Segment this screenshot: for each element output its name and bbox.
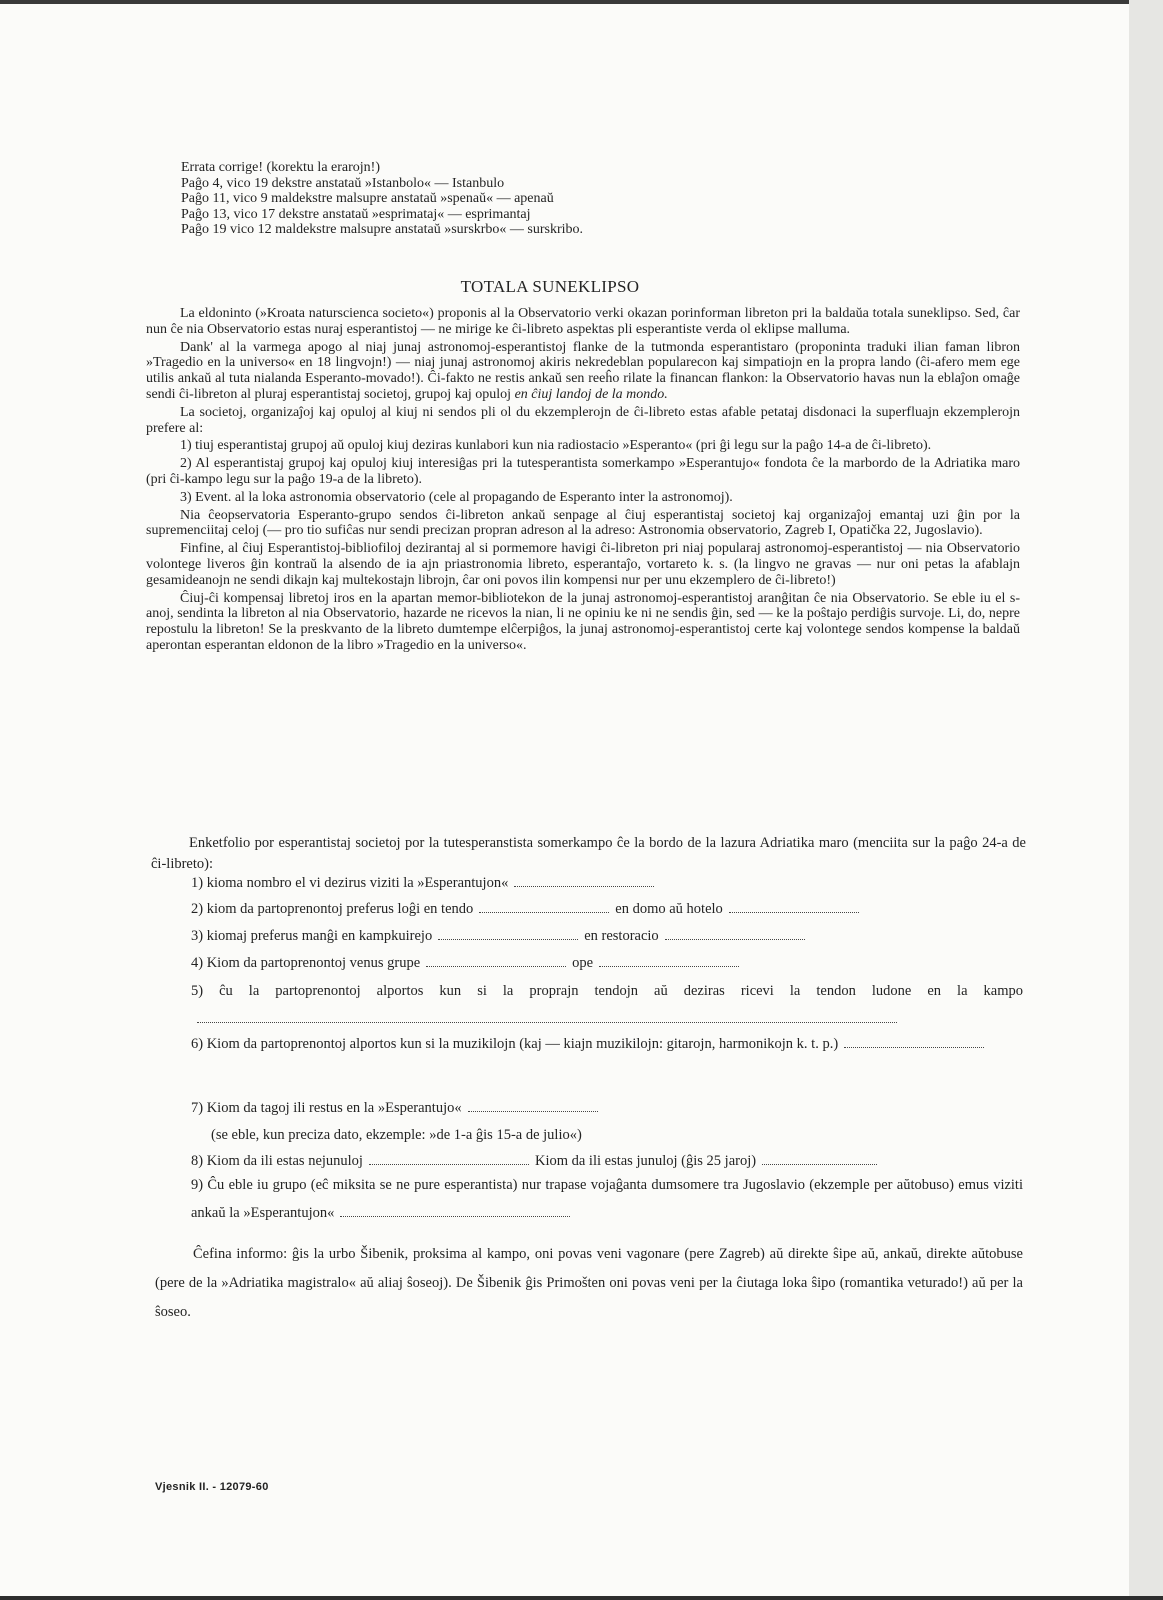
answer-line[interactable] [479, 911, 609, 913]
answer-line[interactable] [340, 1215, 570, 1217]
scan-top-edge [0, 0, 1163, 4]
question-label: 8) Kiom da ili estas nejunuloj [191, 1153, 363, 1169]
answer-line[interactable] [762, 1163, 877, 1165]
errata-line: Paĝo 11, vico 9 maldekstre malsupre anstataŭ »spenaŭ« — apenaŭ [181, 191, 554, 206]
question-8 [191, 1151, 883, 1171]
paragraph: Ĉiuj-ĉi kompensaj libretoj iros en la apartan memor-bibliotekon de la junaj astronomoj-esperantistoj aranĝitan ĉe nia Observatorio. Se eble iu el s-anoj, sendinta la libreton al nia Observatorio, hazarde ne ricevos la nian, li ne opiniu ke ni ne sendis ĝin, sed — ke la poŝtajo perdiĝis survoje. Li, do, nepre repostulu la libreton! Se la preskvanto de la libreto dumtempe elĉerpiĝos, la junaj astronomoj-esperantistoj certe kaj volontege sendos kompense la baldaŭ aperontan esperantan eldonon de la libro »Tragedio en la universo«. [146, 590, 1020, 653]
question-label: 1) kioma nombro el vi dezirus viziti la »Esperantujon« [191, 875, 509, 891]
errata-line: Paĝo 19 vico 12 maldekstre malsupre anstataŭ »surskrbo« — surskribo. [181, 222, 584, 237]
question-label: 7) Kiom da tagoj ili restus en la »Esperantujo« [191, 1100, 462, 1116]
question-9 [191, 1171, 1023, 1227]
question-label: 6) Kiom da partoprenontoj alportos kun si la muzikilojn (kaj — kiajn muzikilojn: gitarojn, harmonikojn k. t. p.) [191, 1036, 839, 1052]
question-label: en restoracio [584, 928, 659, 944]
question-4 [191, 953, 745, 973]
question-label: 9) Ĉu eble iu grupo (eĉ miksita se ne pure esperantista) nur trapase vojaĝanta dumsomere tra Jugoslavio (ekzemple per aŭtobuso) emus viziti ankaŭ la »Esperantujon« [191, 1177, 1023, 1221]
question-label: 4) Kiom da partoprenontoj venus grupe [191, 955, 421, 971]
answer-line[interactable] [438, 938, 578, 940]
question-2 [191, 899, 865, 919]
answer-line[interactable] [468, 1110, 598, 1112]
paragraph-text: Dank' al la varmega apogo al niaj junaj astronomoj-esperantistoj flanke de la tutmonda esperantistaro (proponinta traduki ilian faman libron »Tragedio en la universo« en 18 lingvojn!) — niaj junaj astronomoj akiris nekredeblan popularecon kaj simpatiojn en la propra lando (ĉi-afero mem ege utilis ankaŭ al tuta nialanda Esperanto-movado!). Ĉi-fakto ne restis ankaŭ sen reeĥo rilate la financan flankon: la Observatorio havas nun la eblaĵon omaĝe sendi ĉi-libreton al pluraj esperantistaj societoj, grupoj kaj opuloj [146, 339, 1020, 402]
scan-bottom-edge [0, 1596, 1163, 1600]
answer-line[interactable] [665, 938, 805, 940]
question-label: ope [572, 955, 594, 971]
question-6 [191, 1030, 1023, 1058]
paragraph: Nia ĉeopservatoria Esperanto-grupo sendos ĉi-libreton ankaŭ senpage al ĉiuj esperantistaj societoj kaj organizaĵoj emantaj uzi ĝin por la supremenciitaj celoj (— pro tio sufiĉas nur sendi precizan propran adreson al la adreso: Astronomia observatorio, Zagreb I, Opatička 22, Jugoslavio). [146, 507, 1020, 539]
question-5 [191, 977, 1023, 1033]
paragraph: La eldoninto (»Kroata naturscienca societo«) proponis al la Observatorio verki okazan porinforman libreton pri la baldaŭa totala suneklipso. Sed, ĉar nun ĉe nia Observatorio estas nuraj esperantistoj — ne mirige ke ĉi-libreto aspektas pli esperantiste verda ol eklipse malluma. [146, 306, 1020, 337]
survey-intro: Enketfolio por esperantistaj societoj por la tutesperanstista somerkampo ĉe la bordo de la lazura Adriatika maro (menciita sur la paĝo 24-a de ĉi-libreto): [151, 835, 1026, 872]
answer-line[interactable] [844, 1046, 984, 1048]
answer-line[interactable] [426, 965, 566, 967]
survey-form [151, 833, 1026, 1221]
printer-imprint: Vjesnik II. - 12079-60 [155, 1481, 269, 1493]
answer-line[interactable] [197, 1021, 897, 1023]
paragraph: Finfine, al ĉiuj Esperantistoj-bibliofiloj dezirantaj al si pormemore havigi ĉi-libreton pri niaj popularaj astronomoj-esperantistoj — nia Observatorio volontege liveros ĝin kontraŭ la alsendo de ia ajn priastronomia libreto, esperantaĵo, vortareto k. s. (la lingvo ne gravas — nur oni petas la afablajn gesamideanojn ne sendi dikajn kaj multekostajn librojn, ĉar oni povos ilin kompensi nur per unu ekzemplero de ĉi-libreto!) [146, 541, 1020, 588]
list-item: 2) Al esperantistaj grupoj kaj opuloj kiuj interesiĝas pri la tutesperantista somerkampo »Esperantujo« fondota ĉe la marbordo de la Adriatika maro (pri ĉi-kampo legu sur la paĝo 19-a de la libreto). [146, 456, 1020, 487]
question-label: Kiom da ili estas junuloj (ĝis 25 jaroj) [534, 1153, 757, 1169]
question-7-note: (se eble, kun preciza dato, ekzemple: »de 1-a ĝis 15-a de julio«) [211, 1127, 582, 1143]
paragraph [146, 340, 1020, 403]
errata-block [181, 160, 821, 238]
question-label: en domo aŭ hotelo [615, 901, 723, 917]
errata-line: Paĝo 4, vico 19 dekstre anstataŭ »Istanbolo« — Istanbulo [181, 175, 505, 191]
answer-line[interactable] [729, 911, 859, 913]
answer-line[interactable] [369, 1163, 529, 1165]
paragraph: La societoj, organizaĵoj kaj opuloj al kiuj ni sendos pli ol du ekzemplerojn de ĉi-libreto estas afable petataj disdonaci la superfluajn ekzemplerojn prefere al: [146, 404, 1020, 436]
list-item: 1) tiuj esperantistaj grupoj aŭ opuloj kiuj deziras kunlabori kun nia radiostacio »Esperanto« (pri ĝi legu sur la paĝo 14-a de ĉi-libreto). [180, 438, 932, 454]
question-1 [191, 873, 660, 893]
question-7 [191, 1098, 604, 1118]
article-body [146, 306, 1020, 656]
question-label: 3) kiomaj preferus manĝi en kampkuirejo [191, 928, 433, 944]
scan-right-margin [1129, 0, 1163, 1600]
answer-line[interactable] [599, 965, 739, 967]
question-3 [191, 926, 811, 946]
final-info: Ĉefina informo: ĝis la urbo Šibenik, proksima al kampo, oni povas veni vagonare (pere Zagreb) aŭ direkte ŝipe aŭ, ankaŭ, direkte aŭtobuse (pere de la »Adriatika magistralo« aŭ aliaj ŝoseoj). De Šibenik ĝis Primošten oni povas veni per la ĉiutaga loka ŝipo (romantika veturado!) aŭ per la ŝoseo. [155, 1246, 1023, 1320]
errata-heading: Errata corrige! (korektu la erarojn!) [181, 160, 380, 175]
article-title: TOTALA SUNEKLIPSO [460, 277, 640, 296]
answer-line[interactable] [514, 885, 654, 887]
errata-line: Paĝo 13, vico 17 dekstre anstataŭ »esprimataj« — esprimantaj [181, 206, 531, 222]
question-label: 5) ĉu la partoprenontoj alportos kun si la proprajn tendojn aŭ deziras ricevi la tendon ludone en la kampo [191, 983, 1023, 999]
paragraph-italic: en ĉiuj landoj de la mondo. [514, 386, 668, 402]
question-label: 2) kiom da partoprenontoj preferus loĝi en tendo [191, 901, 474, 917]
list-item: 3) Event. al la loka astronomia observatorio (cele al propagando de Esperanto inter la astronomoj). [180, 489, 733, 505]
